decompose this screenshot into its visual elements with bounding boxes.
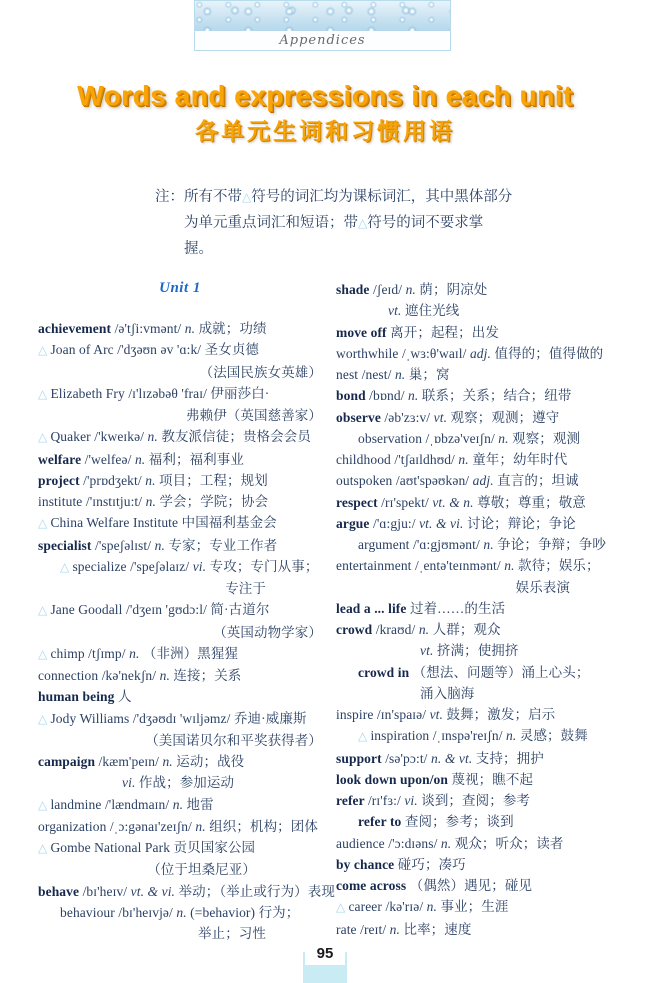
vocab-line [336, 662, 628, 683]
vocab-line [38, 578, 324, 599]
pos-label: vt. [420, 643, 437, 659]
pos-label: n. [159, 668, 174, 683]
entry-text: 人 [117, 689, 132, 705]
entry-text: /sə'pɔ:t/ [385, 750, 432, 766]
entry-text: （位于坦桑尼亚） [147, 862, 256, 878]
headword-bold: crowd in [358, 664, 413, 680]
vocab-line [38, 859, 324, 880]
triangle-icon: △ [242, 190, 252, 204]
vocab-line [38, 622, 324, 643]
vocab-line [336, 555, 628, 576]
vocab-line [336, 428, 628, 449]
entry-text: 学会；学院；协会 [159, 494, 269, 509]
entry-text: /'ɑ:gju:/ [372, 515, 420, 531]
headword-bold: shade [336, 282, 373, 297]
pos-label: n. [408, 388, 422, 404]
vocab-line [336, 683, 628, 704]
vocab-line [336, 919, 628, 940]
vocab-line [38, 837, 324, 859]
pos-label: n. [154, 537, 169, 553]
triangle-icon: △ [336, 900, 349, 915]
entry-text: chimp /tʃɪmp/ [50, 645, 130, 661]
note-line [155, 210, 505, 262]
entry-text: observation /ˌɒbzə'veɪʃn/ [358, 430, 499, 446]
headword-bold: refer [336, 793, 368, 808]
pos-label: n. [458, 452, 473, 467]
headword-bold: support [336, 750, 386, 766]
triangle-icon: △ [38, 343, 51, 358]
triangle-icon: △ [38, 516, 51, 531]
vocab-line [38, 556, 324, 578]
triangle-icon: △ [38, 711, 51, 726]
pos-label: vi. [192, 558, 210, 574]
entry-text: 比率；速度 [403, 921, 472, 937]
entry-text: 巢；窝 [408, 367, 450, 382]
entry-text: （想法、问题等）涌上心头； [412, 664, 590, 680]
pos-label: adj. [469, 345, 495, 361]
headword-bold: observe [336, 409, 385, 425]
page-title-chinese: 各单元生词和习惯用语 [195, 119, 455, 144]
entry-text: /ʃeɪd/ [373, 282, 406, 297]
vocab-line [38, 794, 324, 816]
entry-text: organization /ˌɔ:gənaɪ'zeɪʃn/ [38, 818, 196, 834]
entry-text: 娱乐表演 [515, 579, 570, 595]
entry-text: 碰巧；凑巧 [397, 856, 466, 872]
vocab-column-left [38, 318, 335, 944]
headword-bold: move off [336, 324, 391, 340]
triangle-icon: △ [358, 216, 368, 230]
headword-bold: achievement [38, 321, 115, 336]
entry-text: Jody Williams /'dʒəʊdɪ 'wɪljəmz/ 乔迪·威廉斯 [50, 710, 307, 726]
vocab-line [336, 790, 628, 811]
entry-text: 运动；战役 [176, 754, 245, 769]
pos-label: n. [394, 367, 409, 382]
vocab-line [336, 300, 628, 321]
vocab-line [336, 449, 628, 470]
pos-label: n. [418, 622, 433, 637]
entry-text: （英国动物学家） [213, 624, 322, 640]
entry-text: connection /kə'nekʃn/ [38, 668, 160, 683]
entry-text: 值得的；值得做的 [494, 345, 604, 361]
vocab-line [38, 535, 324, 556]
vocab-line [336, 534, 628, 555]
pos-label: n. [184, 321, 199, 336]
entry-text: landmine /'lændmaɪn/ [50, 796, 173, 812]
entry-text: China Welfare Institute 中国福利基金会 [50, 515, 277, 531]
vocab-line [336, 833, 628, 854]
page-number: 95 [305, 942, 345, 965]
entry-text: （美国诺贝尔和平奖获得者） [145, 732, 322, 748]
vocab-line [336, 619, 628, 640]
vocab-line [38, 405, 324, 426]
entry-text: 观察；观测 [512, 430, 581, 446]
entry-text: 组织；机构；团体 [209, 818, 318, 834]
vocab-line [336, 875, 628, 896]
headword-bold: human being [38, 689, 118, 705]
note-block [155, 184, 513, 262]
vocab-line [336, 385, 628, 406]
entry-text: career /kə'rɪə/ [348, 899, 427, 915]
entry-text: 观众；听众；读者 [454, 835, 564, 851]
vocab-line [336, 704, 628, 725]
entry-text: outspoken /aʊt'spəʊkən/ [336, 473, 473, 489]
headword-bold: campaign [38, 754, 99, 769]
pos-label: n. [498, 430, 513, 446]
entry-text: 查阅；参考；谈到 [404, 814, 514, 830]
entry-text: /'speʃəlɪst/ [94, 537, 155, 553]
pos-label: n. & vt. [431, 750, 476, 766]
vocab-line [38, 881, 335, 902]
vocab-line [38, 470, 324, 491]
headword-bold: respect [336, 494, 382, 510]
entry-text: （偶然）遇见；碰见 [409, 878, 533, 893]
vocab-line [336, 343, 628, 364]
entry-text: 举动；（举止或行为）表现 [178, 883, 335, 899]
pos-label: n. [483, 537, 498, 552]
vocab-line [38, 643, 324, 665]
vocab-line [336, 492, 628, 513]
vocab-line [336, 598, 628, 619]
triangle-icon: △ [38, 797, 51, 812]
entry-text: 地雷 [186, 796, 214, 812]
entry-text: 举止；习性 [198, 926, 266, 941]
pos-label: vt. [429, 707, 447, 722]
headword-bold: look down upon/on [336, 771, 452, 787]
vocab-line [38, 816, 324, 837]
headword-bold: welfare [38, 451, 85, 467]
entry-text: 弗赖伊（英国慈善家） [186, 408, 322, 423]
entry-text: 荫；阴凉处 [419, 282, 488, 297]
triangle-icon: △ [38, 386, 51, 401]
pos-label: vi. [122, 775, 139, 791]
vocab-line [38, 339, 324, 361]
entry-text: 尊敬；尊重；敬意 [477, 494, 586, 510]
headword-bold: by chance [336, 856, 398, 872]
vocab-line [38, 426, 324, 448]
pos-label: n. [195, 818, 210, 834]
entry-text: 符号的词汇均为课标词汇，其中黑体部分 [251, 189, 513, 205]
entry-text: nest /nest/ [336, 367, 395, 382]
vocab-line [336, 513, 628, 534]
headword-bold: bond [336, 388, 370, 404]
headword-bold: argue [336, 515, 373, 531]
triangle-icon: △ [38, 646, 51, 661]
vocab-line [336, 896, 628, 918]
header-banner [194, 0, 451, 51]
note-line [155, 184, 513, 210]
entry-text: 过着……的生活 [409, 600, 506, 616]
entry-text: /kæm'peɪn/ [98, 754, 163, 769]
entry-text: /bɪ'heɪv/ [82, 883, 131, 899]
pos-label: vt. [433, 409, 451, 425]
pos-label: n. [426, 899, 441, 915]
entry-text: 专家；专业工作者 [168, 537, 278, 553]
entry-text: 福利；福利事业 [148, 451, 244, 467]
entry-text: Quaker /'kweɪkə/ [50, 429, 148, 445]
vocab-line [38, 318, 324, 339]
headword-bold: refer to [358, 814, 405, 830]
entry-text: 作战；参加运动 [138, 775, 235, 791]
vocab-line [38, 362, 324, 383]
pos-label: n. [389, 921, 404, 937]
entry-text: /rɪ'fɜ:/ [367, 793, 405, 808]
vocab-line [38, 599, 324, 621]
entry-text: Elizabeth Fry /ɪ'lɪzəbəθ 'fraɪ/ 伊丽莎白· [50, 385, 270, 401]
pos-label: n. [147, 429, 162, 445]
entry-text: 符号的词不要求掌握。 [184, 215, 484, 257]
triangle-icon: △ [60, 559, 73, 574]
entry-text: （非洲）黑猩猩 [142, 645, 239, 661]
pos-label: n. [162, 754, 177, 769]
vocab-line [336, 407, 628, 428]
entry-text: /'prɒdʒekt/ [83, 472, 146, 488]
entry-text: /kraʊd/ [375, 622, 419, 637]
pos-label: n. [145, 494, 160, 509]
entry-text: 童年；幼年时代 [472, 452, 568, 467]
entry-text: worthwhile /ˌwɜ:θ'waɪl/ [336, 345, 470, 361]
entry-text: 教友派信徒；贵格会会员 [161, 429, 311, 445]
entry-text: Jane Goodall /'dʒeɪn 'gʊdɔ:l/ 简·古道尔 [50, 602, 270, 618]
entry-text: 款待；娱乐； [518, 558, 600, 574]
entry-text: 成就；功绩 [198, 321, 267, 336]
vocab-line [336, 364, 628, 385]
pos-label: vt. & vi. [419, 515, 467, 531]
entry-text: (=behavior) 行为； [190, 904, 300, 920]
entry-text: 涌入脑海 [420, 685, 475, 701]
triangle-icon: △ [358, 729, 371, 744]
vocab-line [336, 322, 628, 343]
headword-bold: come across [336, 878, 410, 893]
entry-text: 事业；生涯 [440, 899, 509, 915]
vocab-line [336, 769, 628, 790]
vocab-line [336, 725, 628, 747]
headword-bold: lead a ... life [336, 600, 410, 616]
entry-text: 灵感；鼓舞 [519, 728, 588, 744]
entry-text: /'welfeə/ [84, 451, 135, 467]
pos-label: n. [405, 282, 420, 297]
pos-label: n. [145, 472, 160, 488]
entry-text: 连接；关系 [173, 668, 242, 683]
vocab-line [336, 577, 628, 598]
vocab-line [38, 923, 324, 944]
entry-text: childhood /'tʃaɪldhʊd/ [336, 452, 459, 467]
pos-label: n. [504, 558, 519, 574]
entry-text: rate /reɪt/ [336, 921, 390, 937]
entry-text: 离开；起程；出发 [390, 324, 499, 340]
pos-label: vt. & n. [432, 494, 478, 510]
unit-heading: Unit 1 [159, 280, 201, 296]
entry-text: entertainment /ˌentə'teɪnmənt/ [336, 558, 505, 574]
entry-text: 观察；观测；遵守 [450, 409, 560, 425]
entry-text: inspiration /ˌɪnspə'reɪʃn/ [370, 728, 507, 744]
entry-text: 项目；工程；规划 [159, 472, 268, 488]
triangle-icon: △ [38, 841, 51, 855]
entry-text: 联系；关系；结合；纽带 [421, 388, 572, 404]
entry-text: /ə'tʃi:vmənt/ [114, 321, 185, 336]
entry-text: 蔑视；瞧不起 [451, 771, 534, 787]
entry-text: audience /'ɔ:dɪəns/ [336, 835, 441, 851]
vocab-line [336, 748, 628, 769]
vocab-line [336, 854, 628, 875]
entry-text: 专注于 [225, 581, 266, 596]
vocab-line [336, 640, 628, 661]
vocab-line [336, 811, 628, 832]
pos-label: vt. [388, 303, 405, 319]
vocab-line [38, 512, 324, 534]
pos-label: n. [134, 451, 149, 467]
entry-text: /əb'zɜ:v/ [384, 409, 434, 425]
vocab-line [336, 279, 628, 300]
headword-bold: project [38, 472, 84, 488]
vocab-line [38, 491, 324, 512]
entry-text: 直言的；坦诚 [497, 473, 579, 489]
triangle-icon: △ [38, 603, 51, 618]
entry-text: argument /'ɑ:gjʊmənt/ [358, 537, 484, 552]
vocab-line [38, 665, 324, 686]
vocab-line [38, 383, 324, 405]
entry-text: specialize /'speʃəlaɪz/ [72, 558, 193, 574]
entry-text: Gombe National Park 贡贝国家公园 [50, 840, 256, 855]
triangle-icon: △ [38, 430, 51, 445]
entry-text: 为单元重点词汇和短语；带 [184, 215, 358, 231]
vocab-line [38, 686, 324, 707]
vocab-line [38, 772, 324, 793]
vocab-line [38, 902, 324, 923]
pos-label: adj. [472, 473, 498, 489]
entry-text: 专攻；专门从事； [209, 558, 319, 574]
headword-bold: behave [38, 883, 83, 899]
vocab-line [38, 708, 324, 730]
entry-text: 谈到；查阅；参考 [421, 793, 531, 808]
pos-label: vt. & vi. [130, 883, 179, 899]
pos-label: n. [440, 835, 455, 851]
entry-text: 支持；拥护 [475, 750, 544, 766]
entry-text: 争论；争辩；争吵 [497, 537, 606, 552]
banner-label: Appendices [195, 31, 450, 50]
entry-text: （法国民族女英雄） [199, 364, 322, 380]
entry-text: 遮住光线 [404, 303, 460, 319]
entry-text: institute /'ɪnstɪtju:t/ [38, 494, 146, 509]
headword-bold: crowd [336, 622, 376, 637]
vocab-line [38, 730, 324, 751]
pos-label: n. [129, 645, 143, 661]
entry-text: 人群；观众 [432, 622, 501, 637]
entry-text: 注：所有不带 [155, 189, 242, 205]
entry-text: 挤满；使拥挤 [436, 643, 519, 659]
page-title-english: Words and expressions in each unit [77, 80, 573, 111]
entry-text: Joan of Arc /'dʒəʊn əv 'ɑ:k/ 圣女贞德 [50, 342, 260, 358]
vocab-line [38, 449, 324, 470]
pos-label: n. [176, 904, 191, 920]
entry-text: /rɪ'spekt/ [381, 494, 433, 510]
entry-text: 讨论；辩论；争论 [466, 515, 576, 531]
entry-text: behaviour /bɪ'heɪvjə/ [60, 904, 177, 920]
headword-bold: specialist [38, 537, 95, 553]
entry-text: inspire /ɪn'spaɪə/ [336, 707, 430, 722]
entry-text: 鼓舞；激发；启示 [446, 707, 556, 722]
pos-label: n. [506, 728, 520, 744]
vocab-column-right [336, 279, 628, 940]
entry-text: /bɒnd/ [369, 388, 409, 404]
vocab-line [38, 751, 324, 772]
pos-label: n. [172, 796, 187, 812]
vocab-line [336, 470, 628, 491]
water-droplets-image [195, 1, 450, 31]
pos-label: vi. [404, 793, 422, 808]
